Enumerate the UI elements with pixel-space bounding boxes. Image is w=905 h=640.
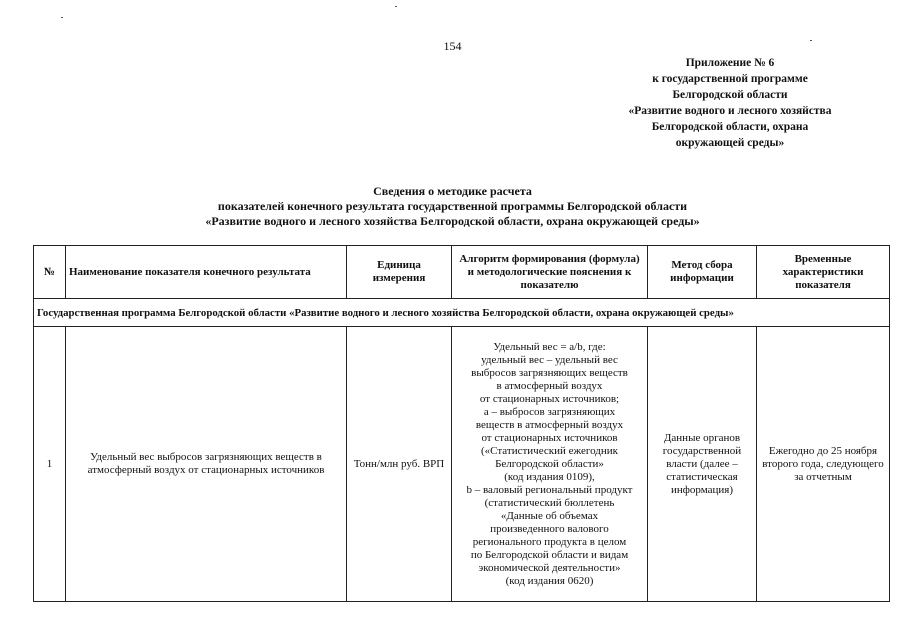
header-timing: Временные характеристики показателя bbox=[757, 246, 890, 299]
document-title bbox=[0, 184, 905, 229]
title-line: «Развитие водного и лесного хозяйства Белгородской области, охрана окружающей среды» bbox=[205, 214, 700, 228]
program-title-cell: Государственная программа Белгородской области «Развитие водного и лесного хозяйства Белгородской области, охрана окружающей среды» bbox=[34, 299, 890, 327]
algorithm-line: веществ в атмосферный воздух bbox=[475, 418, 624, 431]
table-header-row bbox=[34, 246, 890, 299]
algorithm-line: выбросов загрязняющих веществ bbox=[471, 366, 628, 379]
header-method: Метод сбора информации bbox=[648, 246, 757, 299]
algorithm-line: (код издания 0109), bbox=[504, 470, 595, 483]
algorithm-line: (код издания 0620) bbox=[505, 574, 594, 587]
algorithm-line: («Статистический ежегодник bbox=[481, 444, 618, 457]
appendix-header bbox=[600, 55, 860, 151]
title-line: Сведения о методике расчета bbox=[373, 184, 532, 198]
title-line: показателей конечного результата государственной программы Белгородской области bbox=[217, 199, 688, 213]
method-cell: Данные органов государственной власти (далее – статистическая информация) bbox=[648, 327, 757, 602]
algorithm-line: произведенного валового bbox=[490, 522, 609, 535]
scan-speck bbox=[61, 17, 63, 18]
appendix-line: к государственной программе bbox=[652, 73, 808, 85]
header-indicator-name: Наименование показателя конечного результата bbox=[66, 246, 347, 299]
unit-cell: Тонн/млн руб. ВРП bbox=[347, 327, 452, 602]
methodology-table bbox=[33, 245, 890, 602]
header-unit: Единица измерения bbox=[347, 246, 452, 299]
header-algorithm: Алгоритм формирования (формула) и методологические пояснения к показателю bbox=[452, 246, 648, 299]
scan-speck bbox=[395, 6, 397, 7]
program-row bbox=[34, 299, 890, 327]
algorithm-line: экономической деятельности» bbox=[478, 561, 621, 574]
algorithm-line: от стационарных источников; bbox=[479, 392, 620, 405]
appendix-line: «Развитие водного и лесного хозяйства bbox=[628, 105, 832, 117]
algorithm-line: Белгородской области» bbox=[495, 457, 604, 470]
header-number: № bbox=[34, 246, 66, 299]
algorithm-line: регионального продукта в целом bbox=[472, 535, 627, 548]
algorithm-line: от стационарных источников bbox=[481, 431, 618, 444]
appendix-line: Приложение № 6 bbox=[685, 57, 775, 69]
algorithm-line: по Белгородской области и видам bbox=[470, 548, 629, 561]
algorithm-line: Удельный вес = a/b, где: bbox=[493, 340, 606, 353]
algorithm-line: удельный вес – удельный вес bbox=[481, 353, 618, 366]
algorithm-line: «Данные об объемах bbox=[500, 509, 599, 522]
algorithm-cell bbox=[452, 327, 648, 602]
appendix-line: окружающей среды» bbox=[675, 137, 785, 149]
algorithm-line: a – выбросов загрязняющих bbox=[483, 405, 616, 418]
timing-cell: Ежегодно до 25 ноября второго года, следующего за отчетным bbox=[757, 327, 890, 602]
indicator-name: Удельный вес выбросов загрязняющих веществ в атмосферный воздух от стационарных источников bbox=[66, 327, 347, 602]
algorithm-line: в атмосферный воздух bbox=[496, 379, 603, 392]
row-number: 1 bbox=[34, 327, 66, 602]
appendix-line: Белгородской области bbox=[672, 89, 788, 101]
algorithm-line: (статистический бюллетень bbox=[484, 496, 615, 509]
page-number: 154 bbox=[443, 39, 462, 53]
table-row bbox=[34, 327, 890, 602]
appendix-line: Белгородской области, охрана bbox=[651, 121, 809, 133]
algorithm-line: b – валовый региональный продукт bbox=[466, 483, 633, 496]
